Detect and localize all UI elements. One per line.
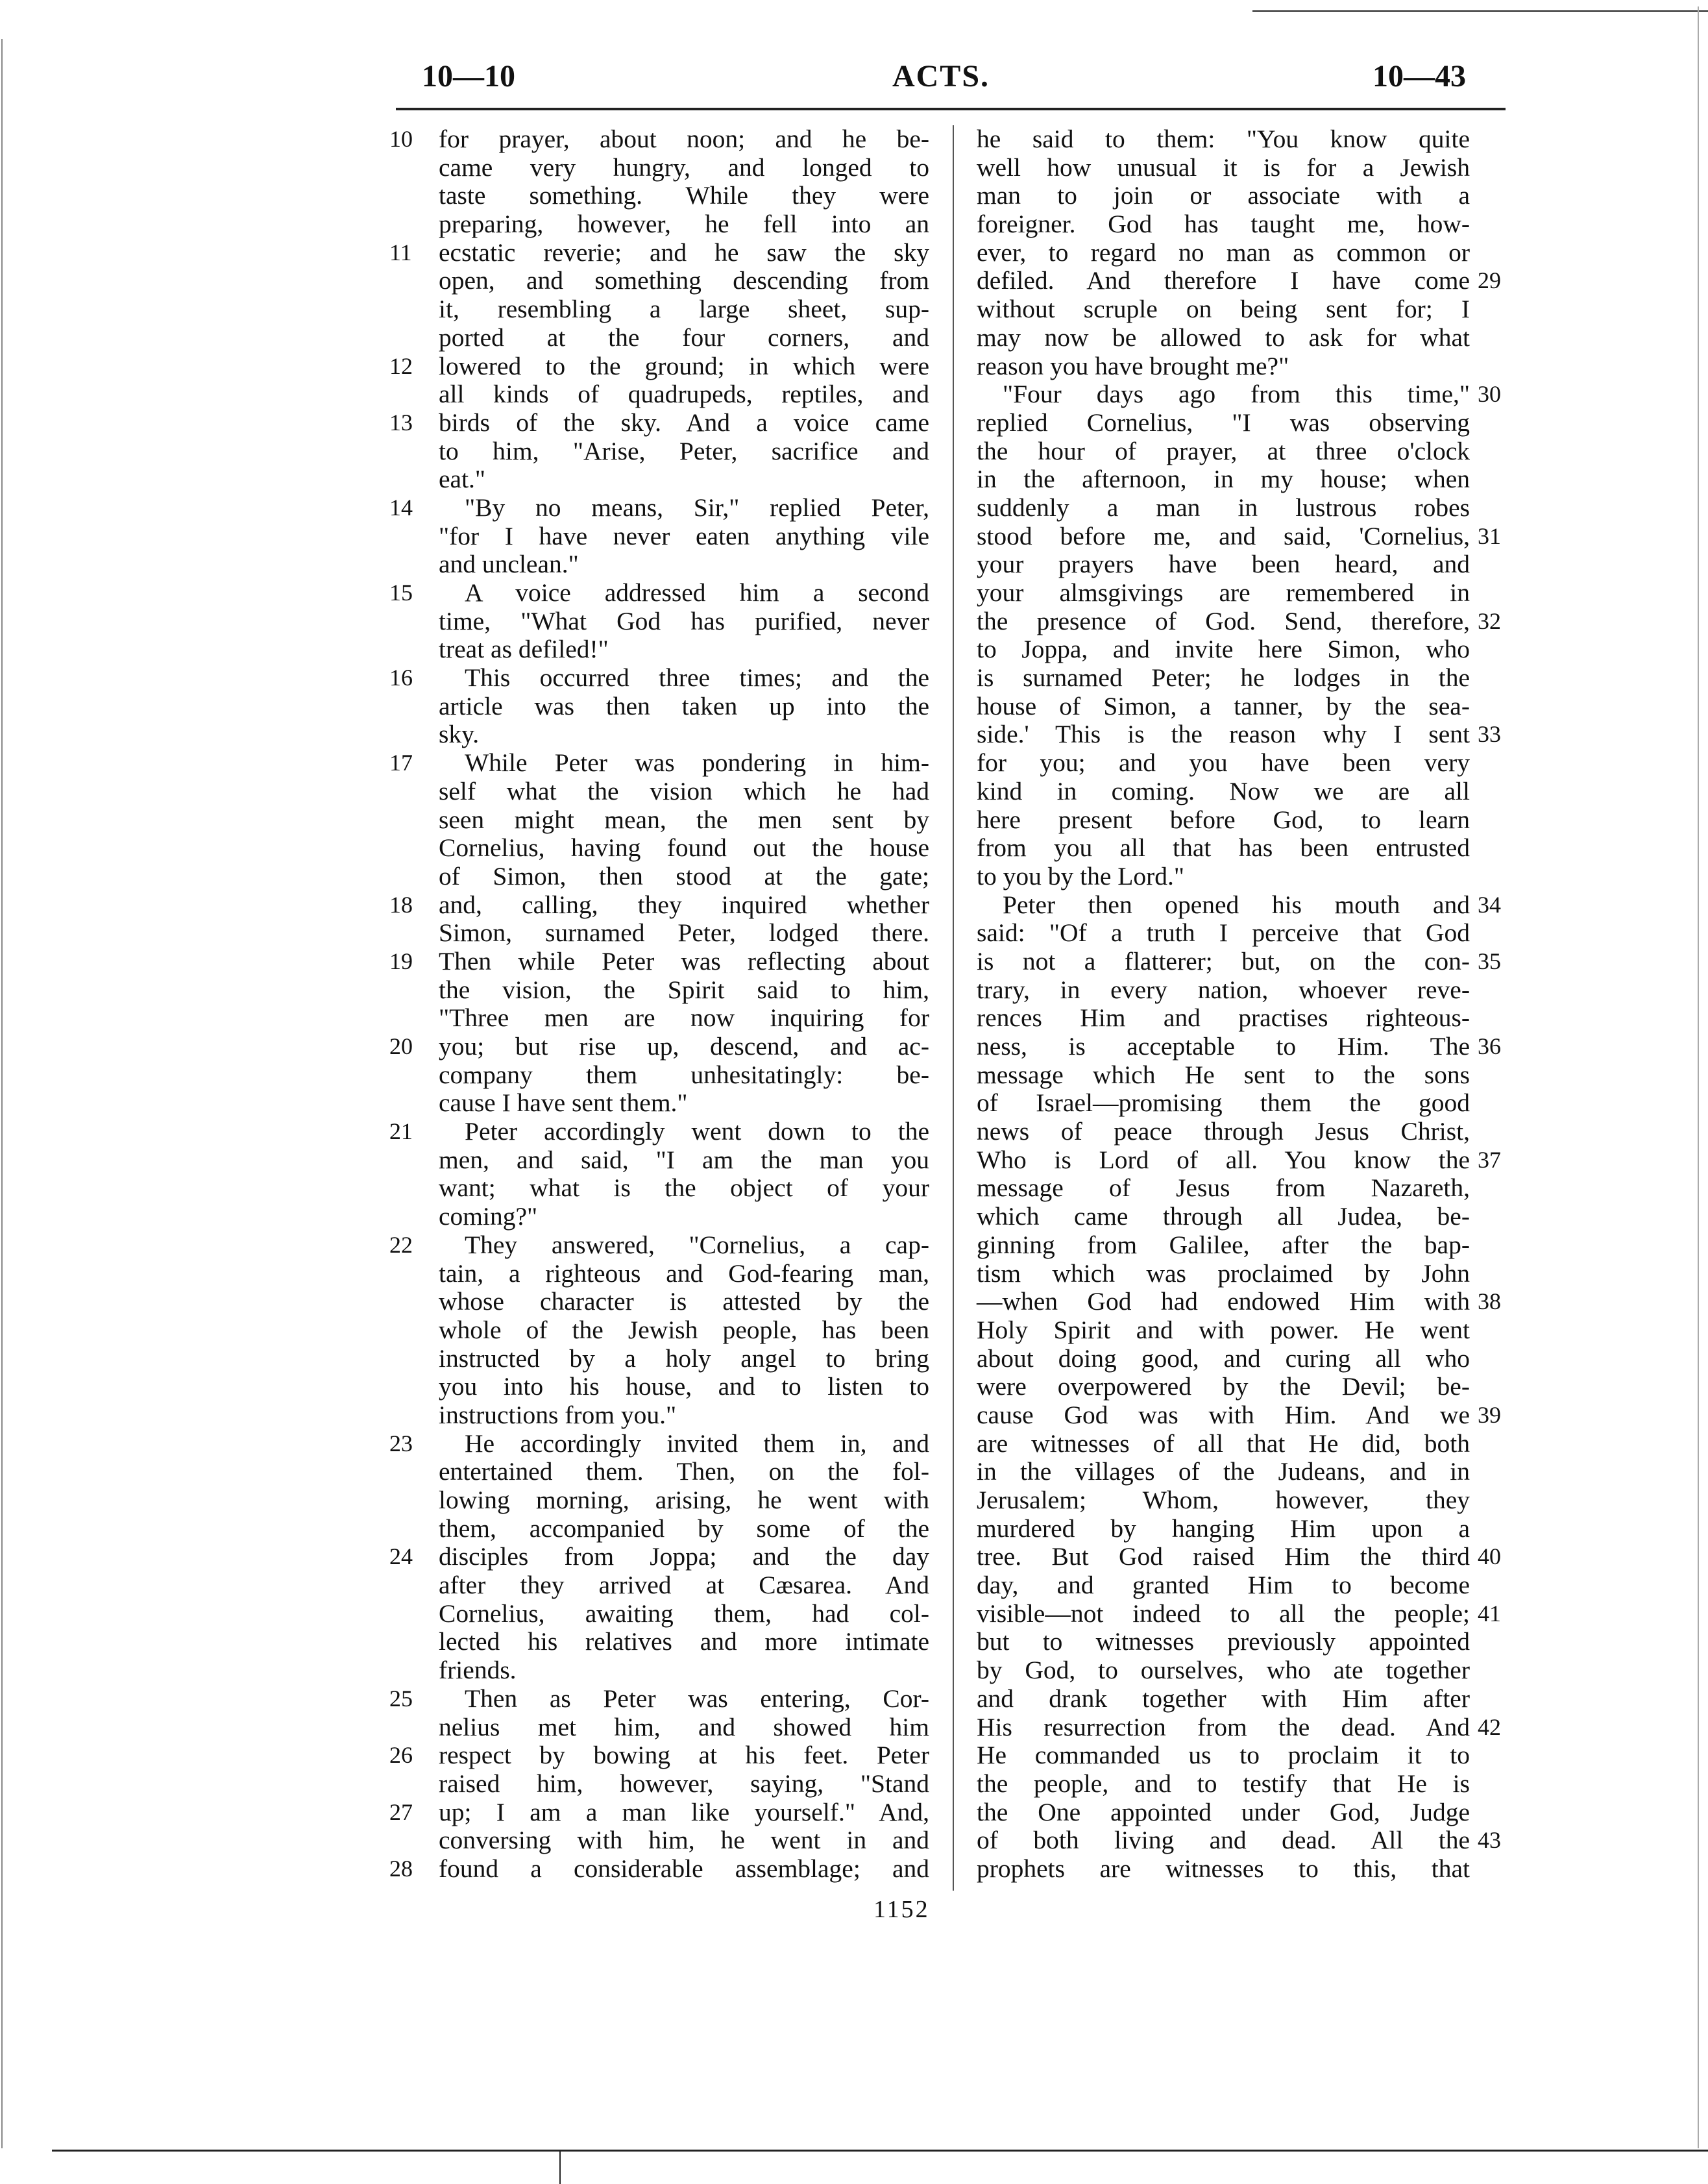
verse-number: 29 [1478, 267, 1501, 294]
text-line: whole of the Jewish people, has been [439, 1315, 929, 1344]
text-line: treat as defiled!" [439, 635, 609, 664]
text-line: from you all that has been entrusted [977, 833, 1470, 863]
text-line: said: "Of a truth I perceive that God [977, 918, 1470, 948]
verse-number: 14 [389, 494, 413, 521]
verse-number [1478, 1571, 1517, 1600]
verse-number: 38 [1478, 1288, 1501, 1315]
text-line: time, "What God has purified, never [439, 606, 929, 635]
text-line: "Four days ago from this time," [1003, 380, 1470, 409]
text-line: visible—not indeed to all the people; [977, 1599, 1470, 1628]
verse-number: 20 [389, 1033, 413, 1059]
text-line: which came through all Judea, be- [977, 1202, 1470, 1231]
text-line: ecstatic reverie; and he saw the sky [439, 238, 929, 267]
text-line: He commanded us to proclaim it to [977, 1741, 1470, 1770]
verse-number [389, 1571, 428, 1600]
verse-number [389, 324, 428, 352]
text-line: friends. [439, 1656, 517, 1685]
verse-number [389, 154, 428, 182]
text-line: all kinds of quadrupeds, reptiles, and [439, 380, 929, 409]
verse-number [1478, 1118, 1517, 1146]
text-line: the people, and to testify that He is [977, 1769, 1470, 1798]
text-line: entertained them. Then, on the fol- [439, 1457, 929, 1486]
verse-number [389, 834, 428, 863]
text-line: he said to them: "You know quite [977, 125, 1470, 153]
text-line: conversing with him, he went in and [439, 1826, 929, 1855]
text-line: A voice addressed him a second [465, 578, 929, 607]
text-line: prophets are witnesses to this, that [977, 1854, 1470, 1883]
text-line: eat." [439, 465, 486, 494]
text-line: rences Him and practises righteous- [977, 1003, 1470, 1033]
verse-number [1478, 693, 1517, 721]
verse-number: 39 [1478, 1401, 1501, 1428]
verse-number [389, 1628, 428, 1656]
verse-number [1478, 494, 1517, 522]
verse-number: 32 [1478, 607, 1501, 634]
verse-number [1478, 1260, 1517, 1288]
verse-number [389, 1656, 428, 1685]
verse-number: 10 [389, 126, 413, 152]
verse-number [1478, 863, 1517, 891]
text-line: article was then taken up into the [439, 691, 929, 720]
right-text-column [977, 125, 1470, 1883]
verse-number: 22 [389, 1231, 413, 1258]
text-line: to Joppa, and invite here Simon, who [977, 635, 1470, 664]
verse-number [1478, 1203, 1517, 1231]
text-line: They answered, "Cornelius, a cap- [465, 1230, 929, 1259]
verse-number: 37 [1478, 1146, 1501, 1173]
text-line: to him, "Arise, Peter, sacrifice and [439, 436, 929, 465]
text-line: company them unhesitatingly: be- [439, 1060, 929, 1089]
verse-number [389, 1770, 428, 1798]
verse-number [1478, 1656, 1517, 1685]
text-line: nelius met him, and showed him [439, 1712, 929, 1741]
text-line: He accordingly invited them in, and [465, 1429, 929, 1458]
verse-number [389, 522, 428, 551]
verse-number [1478, 1486, 1517, 1515]
verse-number [389, 550, 428, 579]
verse-number [1478, 1004, 1517, 1033]
left-text-column [439, 125, 929, 1883]
verse-number: 42 [1478, 1713, 1501, 1740]
verse-number: 43 [1478, 1827, 1501, 1854]
text-line: want; what is the object of your [439, 1173, 929, 1203]
text-line: found a considerable assemblage; and [439, 1854, 929, 1883]
verse-number [1478, 919, 1517, 948]
verse-number [389, 182, 428, 210]
text-line: by God, to ourselves, who ate together [977, 1656, 1470, 1685]
verse-number: 36 [1478, 1033, 1501, 1059]
verse-number [389, 1061, 428, 1090]
text-line: cause I have sent them." [439, 1088, 688, 1118]
page-header [0, 57, 1708, 96]
verse-number [1478, 1628, 1517, 1656]
text-line: While Peter was pondering in him- [465, 748, 929, 778]
verse-number: 25 [389, 1685, 413, 1712]
verse-number: 18 [389, 891, 413, 918]
verse-number [1478, 465, 1517, 494]
verse-number [389, 1373, 428, 1401]
text-line: open, and something descending from [439, 266, 929, 295]
text-line: your prayers have been heard, and [977, 550, 1470, 579]
text-line: in the afternoon, in my house; when [977, 465, 1470, 494]
verse-number: 23 [389, 1430, 413, 1456]
text-line: and drank together with Him after [977, 1684, 1470, 1713]
text-line: cause God was with Him. And we [977, 1400, 1470, 1429]
text-line: ever, to regard no man as common or [977, 238, 1470, 267]
text-line: murdered by hanging Him upon a [977, 1514, 1470, 1543]
verse-number: 16 [389, 665, 413, 691]
text-line: up; I am a man like yourself." And, [439, 1797, 929, 1826]
page-number: 1152 [873, 1896, 930, 1923]
text-line: news of peace through Jesus Christ, [977, 1117, 1470, 1146]
verse-number [389, 1600, 428, 1628]
text-line: tain, a righteous and God-fearing man, [439, 1258, 929, 1288]
text-line: Then as Peter was entering, Cor- [465, 1684, 929, 1713]
left-verse-numbers [389, 125, 428, 1883]
text-line: suddenly a man in lustrous robes [977, 493, 1470, 522]
scan-edge-left [1, 39, 3, 2148]
verse-number [389, 295, 428, 324]
verse-number [389, 437, 428, 466]
text-line: men, and said, "I am the man you [439, 1145, 929, 1174]
text-line: raised him, however, saying, "Stand [439, 1769, 929, 1798]
verse-number [389, 380, 428, 409]
text-line: ported at the four corners, and [439, 323, 929, 352]
text-line: lowing morning, arising, he went with [439, 1486, 929, 1514]
text-line: to you by the Lord." [977, 861, 1185, 890]
text-line: instructed by a holy angel to bring [439, 1344, 929, 1373]
text-line: here present before God, to learn [977, 805, 1470, 834]
verse-number [389, 863, 428, 891]
book-title: ACTS. [892, 59, 990, 93]
text-line: This occurred three times; and the [465, 663, 929, 693]
verse-number [389, 720, 428, 749]
verse-number [389, 1004, 428, 1033]
verse-number [1478, 976, 1517, 1005]
verse-number: 11 [389, 239, 412, 265]
verse-number: 15 [389, 580, 413, 606]
text-line: tree. But God raised Him the third [977, 1542, 1470, 1571]
text-line: message which He sent to the sons [977, 1060, 1470, 1089]
text-line: them, accompanied by some of the [439, 1514, 929, 1543]
text-line: it, resembling a large sheet, sup- [439, 295, 929, 324]
text-line: and, calling, they inquired whether [439, 890, 929, 919]
verse-number [1478, 664, 1517, 693]
verse-number [389, 465, 428, 494]
verse-number [1478, 1458, 1517, 1486]
verse-number [389, 1401, 428, 1430]
verse-number [389, 1345, 428, 1373]
verse-number [1478, 352, 1517, 381]
verse-number [389, 1089, 428, 1118]
text-line: man to join or associate with a [977, 181, 1470, 210]
verse-number [1478, 239, 1517, 267]
verse-number [1478, 1231, 1517, 1260]
text-line: taste something. While they were [439, 181, 929, 210]
verse-number [389, 1458, 428, 1486]
verse-number [1478, 1316, 1517, 1345]
text-line: —when God had endowed Him with [977, 1287, 1470, 1316]
verse-number [1478, 635, 1517, 664]
verse-number [1478, 1430, 1517, 1458]
verse-number [1478, 550, 1517, 579]
text-line: for you; and you have been very [977, 748, 1470, 778]
verse-number [389, 1316, 428, 1345]
verse-number [1478, 579, 1517, 607]
text-line: of Simon, then stood at the gate; [439, 861, 929, 890]
text-line: "Three men are now inquiring for [439, 1003, 929, 1033]
chapter-verse-range-end: 10—43 [1372, 59, 1466, 93]
chapter-verse-range-start: 10—10 [422, 59, 515, 93]
verse-number [389, 607, 428, 636]
text-line: Simon, surnamed Peter, lodged there. [439, 918, 929, 948]
text-line: Holy Spirit and with power. He went [977, 1315, 1470, 1344]
text-line: replied Cornelius, "I was observing [977, 408, 1470, 437]
verse-number [1478, 154, 1517, 182]
text-line: His resurrection from the dead. And [977, 1712, 1470, 1741]
verse-number [1478, 324, 1517, 352]
scan-edge-top [1252, 10, 1708, 12]
text-line: foreigner. God has taught me, how- [977, 210, 1470, 239]
text-line: after they arrived at Cæsarea. And [439, 1571, 929, 1600]
text-line: about doing good, and curing all who [977, 1344, 1470, 1373]
text-line: instructions from you." [439, 1400, 677, 1429]
text-line: is surnamed Peter; he lodges in the [977, 663, 1470, 693]
text-line: may now be allowed to ask for what [977, 323, 1470, 352]
verse-number [1478, 1855, 1517, 1883]
verse-number [389, 267, 428, 295]
verse-number: 31 [1478, 522, 1501, 549]
verse-number: 21 [389, 1118, 413, 1145]
text-line: side.' This is the reason why I sent [977, 720, 1470, 749]
text-line: disciples from Joppa; and the day [439, 1542, 929, 1571]
text-line: the hour of prayer, at three o'clock [977, 436, 1470, 465]
text-line: ness, is acceptable to Him. The [977, 1032, 1470, 1061]
text-line: lowered to the ground; in which were [439, 351, 929, 380]
verse-number [1478, 1741, 1517, 1770]
text-line: is not a flatterer; but, on the con- [977, 946, 1470, 975]
text-line: came very hungry, and longed to [439, 153, 929, 182]
verse-number: 30 [1478, 381, 1501, 408]
verse-number: 27 [389, 1798, 413, 1825]
verse-number [389, 1288, 428, 1316]
verse-number: 17 [389, 750, 413, 776]
verse-number [389, 778, 428, 806]
text-line: stood before me, and said, 'Cornelius, [977, 521, 1470, 550]
text-line: Peter accordingly went down to the [465, 1117, 929, 1146]
text-line: kind in coming. Now we are all [977, 776, 1470, 805]
text-line: day, and granted Him to become [977, 1571, 1470, 1600]
text-line: Then while Peter was reflecting about [439, 946, 929, 975]
text-line: "By no means, Sir," replied Peter, [465, 493, 929, 522]
text-line: message of Jesus from Nazareth, [977, 1173, 1470, 1203]
text-line: of both living and dead. All the [977, 1826, 1470, 1855]
verse-number: 13 [389, 409, 413, 436]
verse-number: 24 [389, 1543, 413, 1570]
verse-number: 34 [1478, 891, 1501, 918]
text-line: Jerusalem; Whom, however, they [977, 1486, 1470, 1514]
verse-number: 33 [1478, 721, 1501, 748]
scan-notch [559, 2152, 561, 2184]
text-line: lected his relatives and more intimate [439, 1627, 929, 1656]
text-line: you into his house, and to listen to [439, 1372, 929, 1401]
text-line: the vision, the Spirit said to him, [439, 975, 929, 1004]
verse-number [389, 1486, 428, 1515]
verse-number [1478, 295, 1517, 324]
text-line: in the villages of the Judeans, and in [977, 1457, 1470, 1486]
text-line: the presence of God. Send, therefore, [977, 606, 1470, 635]
verse-number [1478, 778, 1517, 806]
verse-number [1478, 1061, 1517, 1090]
verse-number [1478, 1174, 1517, 1203]
verse-number [1478, 1089, 1517, 1118]
verse-number [389, 693, 428, 721]
verse-number [389, 1713, 428, 1742]
verse-number [1478, 1345, 1517, 1373]
verse-number: 28 [389, 1855, 413, 1882]
verse-number [1478, 1798, 1517, 1827]
header-rule [396, 108, 1506, 110]
verse-number [389, 210, 428, 239]
verse-number [389, 635, 428, 664]
text-line: reason you have brought me?" [977, 351, 1289, 380]
text-line: tism which was proclaimed by John [977, 1258, 1470, 1288]
verse-number [1478, 1685, 1517, 1713]
verse-number [389, 1146, 428, 1175]
verse-number [389, 1826, 428, 1855]
verse-number [1478, 749, 1517, 778]
verse-number [389, 1515, 428, 1543]
verse-number: 35 [1478, 948, 1501, 974]
text-line: and unclean." [439, 550, 579, 579]
text-line: birds of the sky. And a voice came [439, 408, 929, 437]
text-line: your almsgivings are remembered in [977, 578, 1470, 607]
verse-number [389, 919, 428, 948]
text-line: respect by bowing at his feet. Peter [439, 1741, 929, 1770]
text-line: ginning from Galilee, after the bap- [977, 1230, 1470, 1259]
verse-number: 26 [389, 1742, 413, 1769]
scan-edge-right [1698, 6, 1699, 2148]
text-line: for prayer, about noon; and he be- [439, 125, 929, 153]
text-line: defiled. And therefore I have come [977, 266, 1470, 295]
verse-number [1478, 182, 1517, 210]
text-line: preparing, however, he fell into an [439, 210, 929, 239]
text-line: without scruple on being sent for; I [977, 295, 1470, 324]
text-line: "for I have never eaten anything vile [439, 521, 929, 550]
verse-number [389, 1203, 428, 1231]
verse-number: 41 [1478, 1600, 1501, 1626]
text-line: coming?" [439, 1202, 538, 1231]
verse-number [1478, 210, 1517, 239]
text-line: Cornelius, awaiting them, had col- [439, 1599, 929, 1628]
text-line: but to witnesses previously appointed [977, 1627, 1470, 1656]
text-line: you; but rise up, descend, and ac- [439, 1032, 929, 1061]
text-line: Cornelius, having found out the house [439, 833, 929, 863]
verse-number [1478, 1373, 1517, 1401]
verse-number [1478, 409, 1517, 437]
text-line: were overpowered by the Devil; be- [977, 1372, 1470, 1401]
verse-number [1478, 1515, 1517, 1543]
text-line: Who is Lord of all. You know the [977, 1145, 1470, 1174]
column-divider [953, 125, 954, 1891]
right-verse-numbers [1478, 125, 1517, 1883]
text-line: self what the vision which he had [439, 776, 929, 805]
text-line: the One appointed under God, Judge [977, 1797, 1470, 1826]
verse-number [1478, 1770, 1517, 1798]
text-line: house of Simon, a tanner, by the sea- [977, 691, 1470, 720]
verse-number: 40 [1478, 1543, 1501, 1570]
verse-number [389, 976, 428, 1005]
verse-number [1478, 834, 1517, 863]
verse-number [389, 806, 428, 835]
verse-number [1478, 125, 1517, 154]
text-line: sky. [439, 720, 480, 749]
text-line: seen might mean, the men sent by [439, 805, 929, 834]
verse-number: 12 [389, 352, 413, 379]
verse-number: 19 [389, 948, 413, 974]
text-line: Peter then opened his mouth and [1003, 890, 1470, 919]
text-line: whose character is attested by the [439, 1287, 929, 1316]
verse-number [1478, 806, 1517, 835]
verse-number [1478, 437, 1517, 466]
verse-number [389, 1174, 428, 1203]
text-line: well how unusual it is for a Jewish [977, 153, 1470, 182]
scan-edge-bottom [52, 2150, 1708, 2152]
text-line: trary, in every nation, whoever reve- [977, 975, 1470, 1004]
text-line: are witnesses of all that He did, both [977, 1429, 1470, 1458]
verse-number [389, 1260, 428, 1288]
text-line: of Israel—promising them the good [977, 1088, 1470, 1118]
